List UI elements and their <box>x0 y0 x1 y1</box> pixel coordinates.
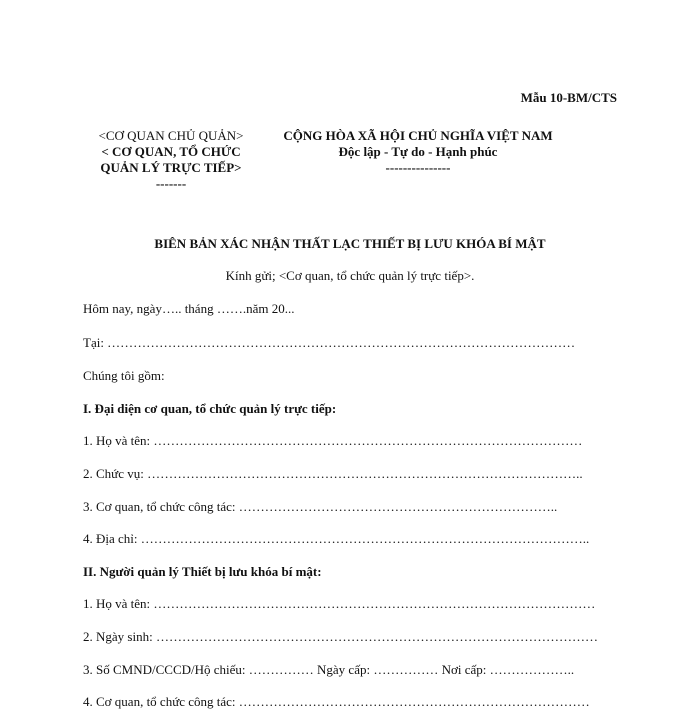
section2-heading: II. Người quản lý Thiết bị lưu khóa bí mật: <box>83 564 322 579</box>
recipient-line: Kính gửi; <Cơ quan, tổ chức quản lý trực tiếp>. <box>225 268 475 283</box>
national-divider: --------------- <box>385 160 451 175</box>
parent-agency: <CƠ QUAN CHỦ QUẢN> <box>98 128 244 143</box>
issuing-agency-header <box>70 128 272 192</box>
members-intro: Chúng tôi gồm: <box>83 368 165 383</box>
section1-organization-field: 3. Cơ quan, tổ chức công tác: ……………………………………………………………….. <box>83 499 558 514</box>
section2-name-field: 1. Họ và tên: ………………………………………………………………………………………… <box>83 596 596 611</box>
national-header <box>270 128 566 176</box>
section2-organization-field: 4. Cơ quan, tổ chức công tác: ……………………………………………………………………… <box>83 694 590 709</box>
national-title: CỘNG HÒA XÃ HỘI CHỦ NGHĨA VIỆT NAM <box>283 128 553 143</box>
section2-birthdate-field: 2. Ngày sinh: ………………………………………………………………………………………… <box>83 629 598 644</box>
section2-id-field: 3. Số CMND/CCCD/Hộ chiếu: …………… Ngày cấp: …………… Nơi cấp: ……………….. <box>83 662 575 677</box>
date-line: Hôm nay, ngày….. tháng …….năm 20... <box>83 301 295 316</box>
national-motto: Độc lập - Tự do - Hạnh phúc <box>338 144 498 159</box>
place-line: Tại: ……………………………………………………………………………………………… <box>83 335 576 350</box>
section1-name-field: 1. Họ và tên: ……………………………………………………………………………………… <box>83 433 583 448</box>
section1-heading: I. Đại diện cơ quan, tổ chức quản lý trực tiếp: <box>83 401 337 416</box>
direct-agency-line2: QUẢN LÝ TRỰC TIẾP> <box>100 160 242 175</box>
section1-position-field: 2. Chức vụ: ……………………………………………………………………………………….. <box>83 466 583 481</box>
section1-address-field: 4. Địa chỉ: ………………………………………………………………………………………….. <box>83 531 590 546</box>
agency-divider: ------- <box>155 176 187 191</box>
document-title: BIÊN BẢN XÁC NHẬN THẤT LẠC THIẾT BỊ LƯU KHÓA BÍ MẬT <box>154 236 546 251</box>
direct-agency-line1: < CƠ QUAN, TỔ CHỨC <box>101 144 241 159</box>
form-code: Mẫu 10-BM/CTS <box>520 90 617 105</box>
